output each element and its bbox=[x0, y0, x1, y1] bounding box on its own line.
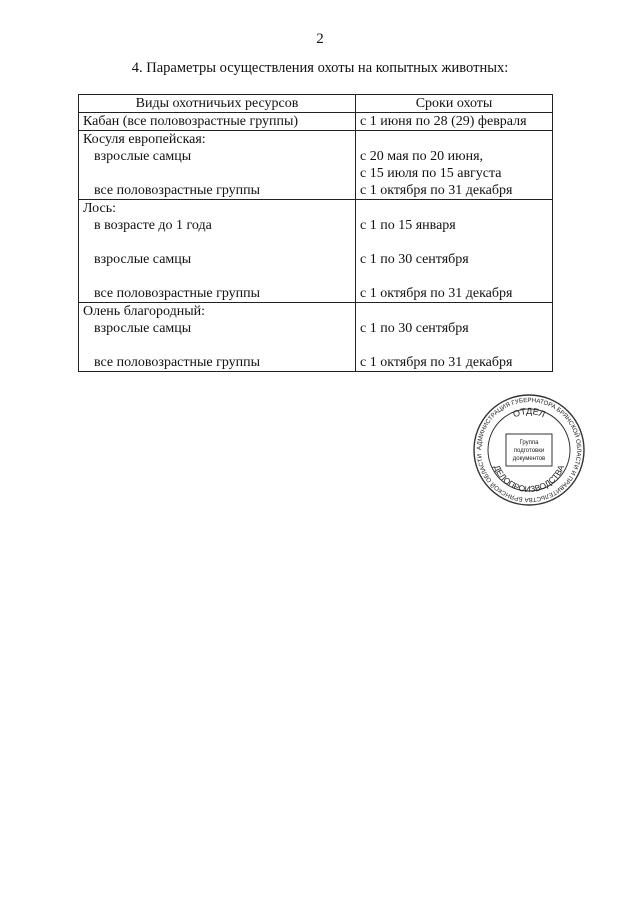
moose-adult-males: взрослые самцы bbox=[94, 252, 192, 267]
stamp-outer-text: АДМИНИСТРАЦИЯ ГУБЕРНАТОРА БРЯНСКОЙ ОБЛАСТИ И ПРАВИТЕЛЬСТВА БРЯНСКОЙ ОБЛАСТИ bbox=[475, 396, 583, 504]
table-row-roe bbox=[79, 131, 553, 200]
stamp-middle-text: ДЕЛОПРОИЗВОДСТВА bbox=[491, 463, 567, 495]
hunting-parameters-table bbox=[78, 94, 553, 372]
table-header-row bbox=[79, 95, 553, 113]
roe-period-cell bbox=[356, 131, 553, 200]
moose-young: в возрасте до 1 года bbox=[94, 218, 212, 233]
deer-adult-period: с 1 по 30 сентября bbox=[360, 321, 469, 336]
boar-period: с 1 июня по 28 (29) февраля bbox=[356, 113, 553, 131]
table-row-boar bbox=[79, 113, 553, 131]
stamp-top-text: ОТДЕЛ bbox=[511, 405, 547, 420]
roe-adult-period-1: с 20 мая по 20 июня, bbox=[360, 149, 484, 164]
office-stamp bbox=[472, 393, 586, 507]
roe-adult-males: взрослые самцы bbox=[94, 149, 192, 164]
table-row-deer bbox=[79, 303, 553, 372]
moose-young-period: с 1 по 15 января bbox=[360, 218, 456, 233]
moose-species: Лось: bbox=[83, 201, 116, 216]
section-heading: 4. Параметры осуществления охоты на копытных животных: bbox=[131, 60, 509, 76]
roe-all-period: с 1 октября по 31 декабря bbox=[360, 183, 513, 198]
roe-all-groups: все половозрастные группы bbox=[94, 183, 261, 198]
deer-period-cell bbox=[356, 303, 553, 372]
deer-all-groups: все половозрастные группы bbox=[94, 355, 261, 370]
header-species: Виды охотничьих ресурсов bbox=[79, 95, 356, 113]
moose-adult-period: с 1 по 30 сентября bbox=[360, 252, 469, 267]
boar-species: Кабан (все половозрастные группы) bbox=[79, 113, 356, 131]
deer-adult-males: взрослые самцы bbox=[94, 321, 192, 336]
header-period: Сроки охоты bbox=[356, 95, 553, 113]
moose-all-period: с 1 октября по 31 декабря bbox=[360, 286, 513, 301]
stamp-center-line-3: документов bbox=[512, 456, 546, 462]
roe-species: Косуля европейская: bbox=[83, 132, 206, 147]
roe-adult-period-2: с 15 июля по 15 августа bbox=[360, 166, 502, 181]
roe-species-cell bbox=[79, 131, 356, 200]
table-row-moose bbox=[79, 200, 553, 303]
stamp-center-line-2: подготовки bbox=[513, 448, 545, 454]
stamp-center-line-1: Группа bbox=[519, 440, 539, 446]
deer-species: Олень благородный: bbox=[83, 304, 206, 319]
deer-species-cell bbox=[79, 303, 356, 372]
page-number: 2 bbox=[316, 31, 324, 47]
moose-species-cell bbox=[79, 200, 356, 303]
moose-period-cell bbox=[356, 200, 553, 303]
deer-all-period: с 1 октября по 31 декабря bbox=[360, 355, 513, 370]
moose-all-groups: все половозрастные группы bbox=[94, 286, 261, 301]
